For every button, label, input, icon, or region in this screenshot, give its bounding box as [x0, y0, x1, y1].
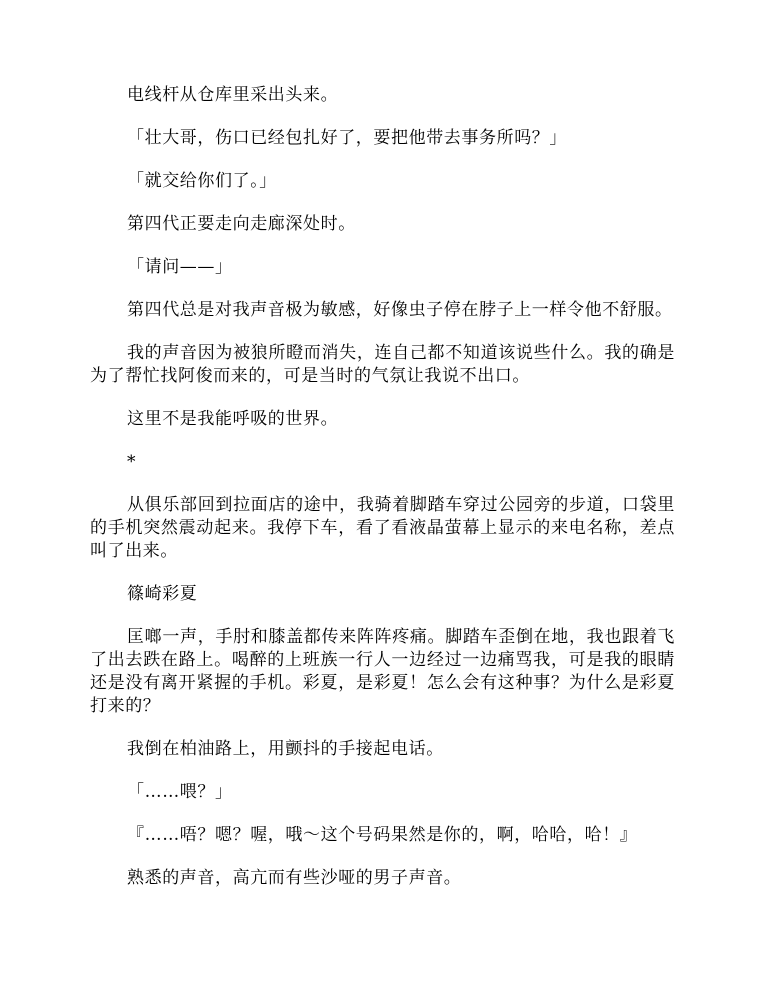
paragraph: 篠崎彩夏 — [127, 584, 198, 604]
paragraph: 电线杆从仓库里采出头来。 — [127, 85, 339, 105]
paragraph: 我倒在柏油路上，用颤抖的手接起电话。 — [127, 739, 444, 759]
paragraph: 『……唔？嗯？喔，哦～这个号码果然是你的，啊，哈哈，哈！』 — [127, 825, 638, 845]
paragraph: 熟悉的声音，高亢而有些沙哑的男子声音。 — [127, 868, 462, 888]
paragraph: 「……喂？」 — [127, 782, 233, 802]
document-body — [90, 84, 675, 910]
paragraph: 「就交给你们了。」 — [127, 171, 277, 191]
section-separator: * — [127, 452, 137, 472]
paragraph: 匡啷一声，手肘和膝盖都传来阵阵疼痛。脚踏车歪倒在地，我也跟着飞了出去跌在路上。喝醉的上班族一行人一边经过一边痛骂我，可是我的眼睛还是没有离开紧握的手机。彩夏，是彩夏！怎么会有这种事？为什么是彩夏打来的？ — [90, 627, 675, 716]
paragraph: 第四代正要走向走廊深处时。 — [127, 214, 356, 234]
paragraph: 「壮大哥，伤口已经包扎好了，要把他带去事务所吗？」 — [127, 128, 567, 148]
paragraph: 「请问——」 — [127, 257, 233, 277]
paragraph: 从俱乐部回到拉面店的途中，我骑着脚踏车穿过公园旁的步道，口袋里的手机突然震动起来。我停下车，看了看液晶萤幕上显示的来电名称，差点叫了出来。 — [90, 495, 675, 561]
paragraph: 第四代总是对我声音极为敏感，好像虫子停在脖子上一样令他不舒服。 — [127, 300, 673, 320]
paragraph: 这里不是我能呼吸的世界。 — [127, 409, 339, 429]
paragraph: 我的声音因为被狼所瞪而消失，连自己都不知道该说些什么。我的确是为了帮忙找阿俊而来的，可是当时的气氛让我说不出口。 — [90, 343, 675, 386]
